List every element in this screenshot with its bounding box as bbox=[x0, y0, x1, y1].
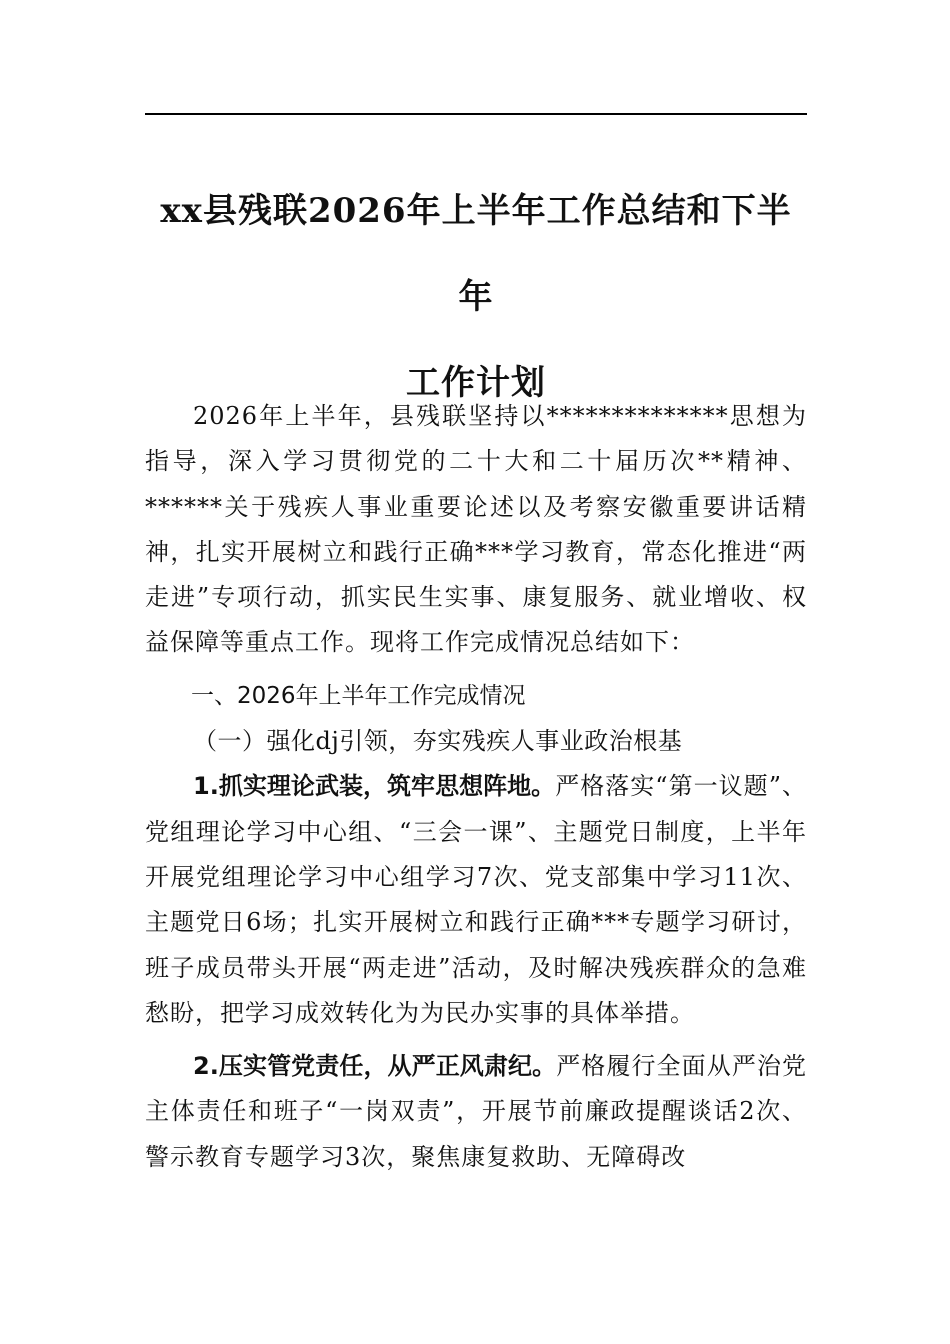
item-paragraph-2 bbox=[145, 1044, 807, 1180]
header-rule bbox=[145, 113, 807, 115]
title-line-2: 工作计划 bbox=[406, 363, 546, 403]
item-paragraph-1 bbox=[145, 764, 807, 1036]
title-line-1: xx县残联2026年上半年工作总结和下半年 bbox=[160, 191, 792, 317]
document-title bbox=[145, 168, 807, 426]
section-heading: 一、2026年上半年工作完成情况 bbox=[191, 682, 526, 709]
item-2-lead: 2.压实管党责任，从严正风肃纪。 bbox=[193, 1052, 557, 1081]
item-2-text: 严格履行全面从严治党主体责任和班子“一岗双责”，开展节前廉政提醒谈话2次、警示教育专题学习3次，聚焦康复救助、无障碍改 bbox=[145, 1052, 808, 1171]
item-1-text: 严格落实“第一议题”、党组理论学习中心组、“三会一课”、主题党日制度，上半年开展党组理论学习中心组学习7次、党支部集中学习11次、主题党日6场；扎实开展树立和践行正确***专题学习研讨，班子成员带头开展“两走进”活动，及时解决残疾群众的急难愁盼，把学习成效转化为为民办实事的具体举措。 bbox=[145, 772, 807, 1027]
item-1-lead: 1.抓实理论武装，筑牢思想阵地。 bbox=[193, 772, 556, 801]
intro-paragraph: 2026年上半年，县残联坚持以**************思想为指导，深入学习贯彻党的二十大和二十届历次**精神、******关于残疾人事业重要论述以及考察安徽重要讲话精神，扎实开展树立和践行正确***学习教育，常态化推进“两走进”专项行动，抓实民生实事、康复服务、就业增收、权益保障等重点工作。现将工作完成情况总结如下： bbox=[145, 402, 807, 657]
document-body bbox=[145, 394, 807, 1180]
subsection-heading: （一）强化dj引领，夯实残疾人事业政治根基 bbox=[193, 727, 683, 756]
